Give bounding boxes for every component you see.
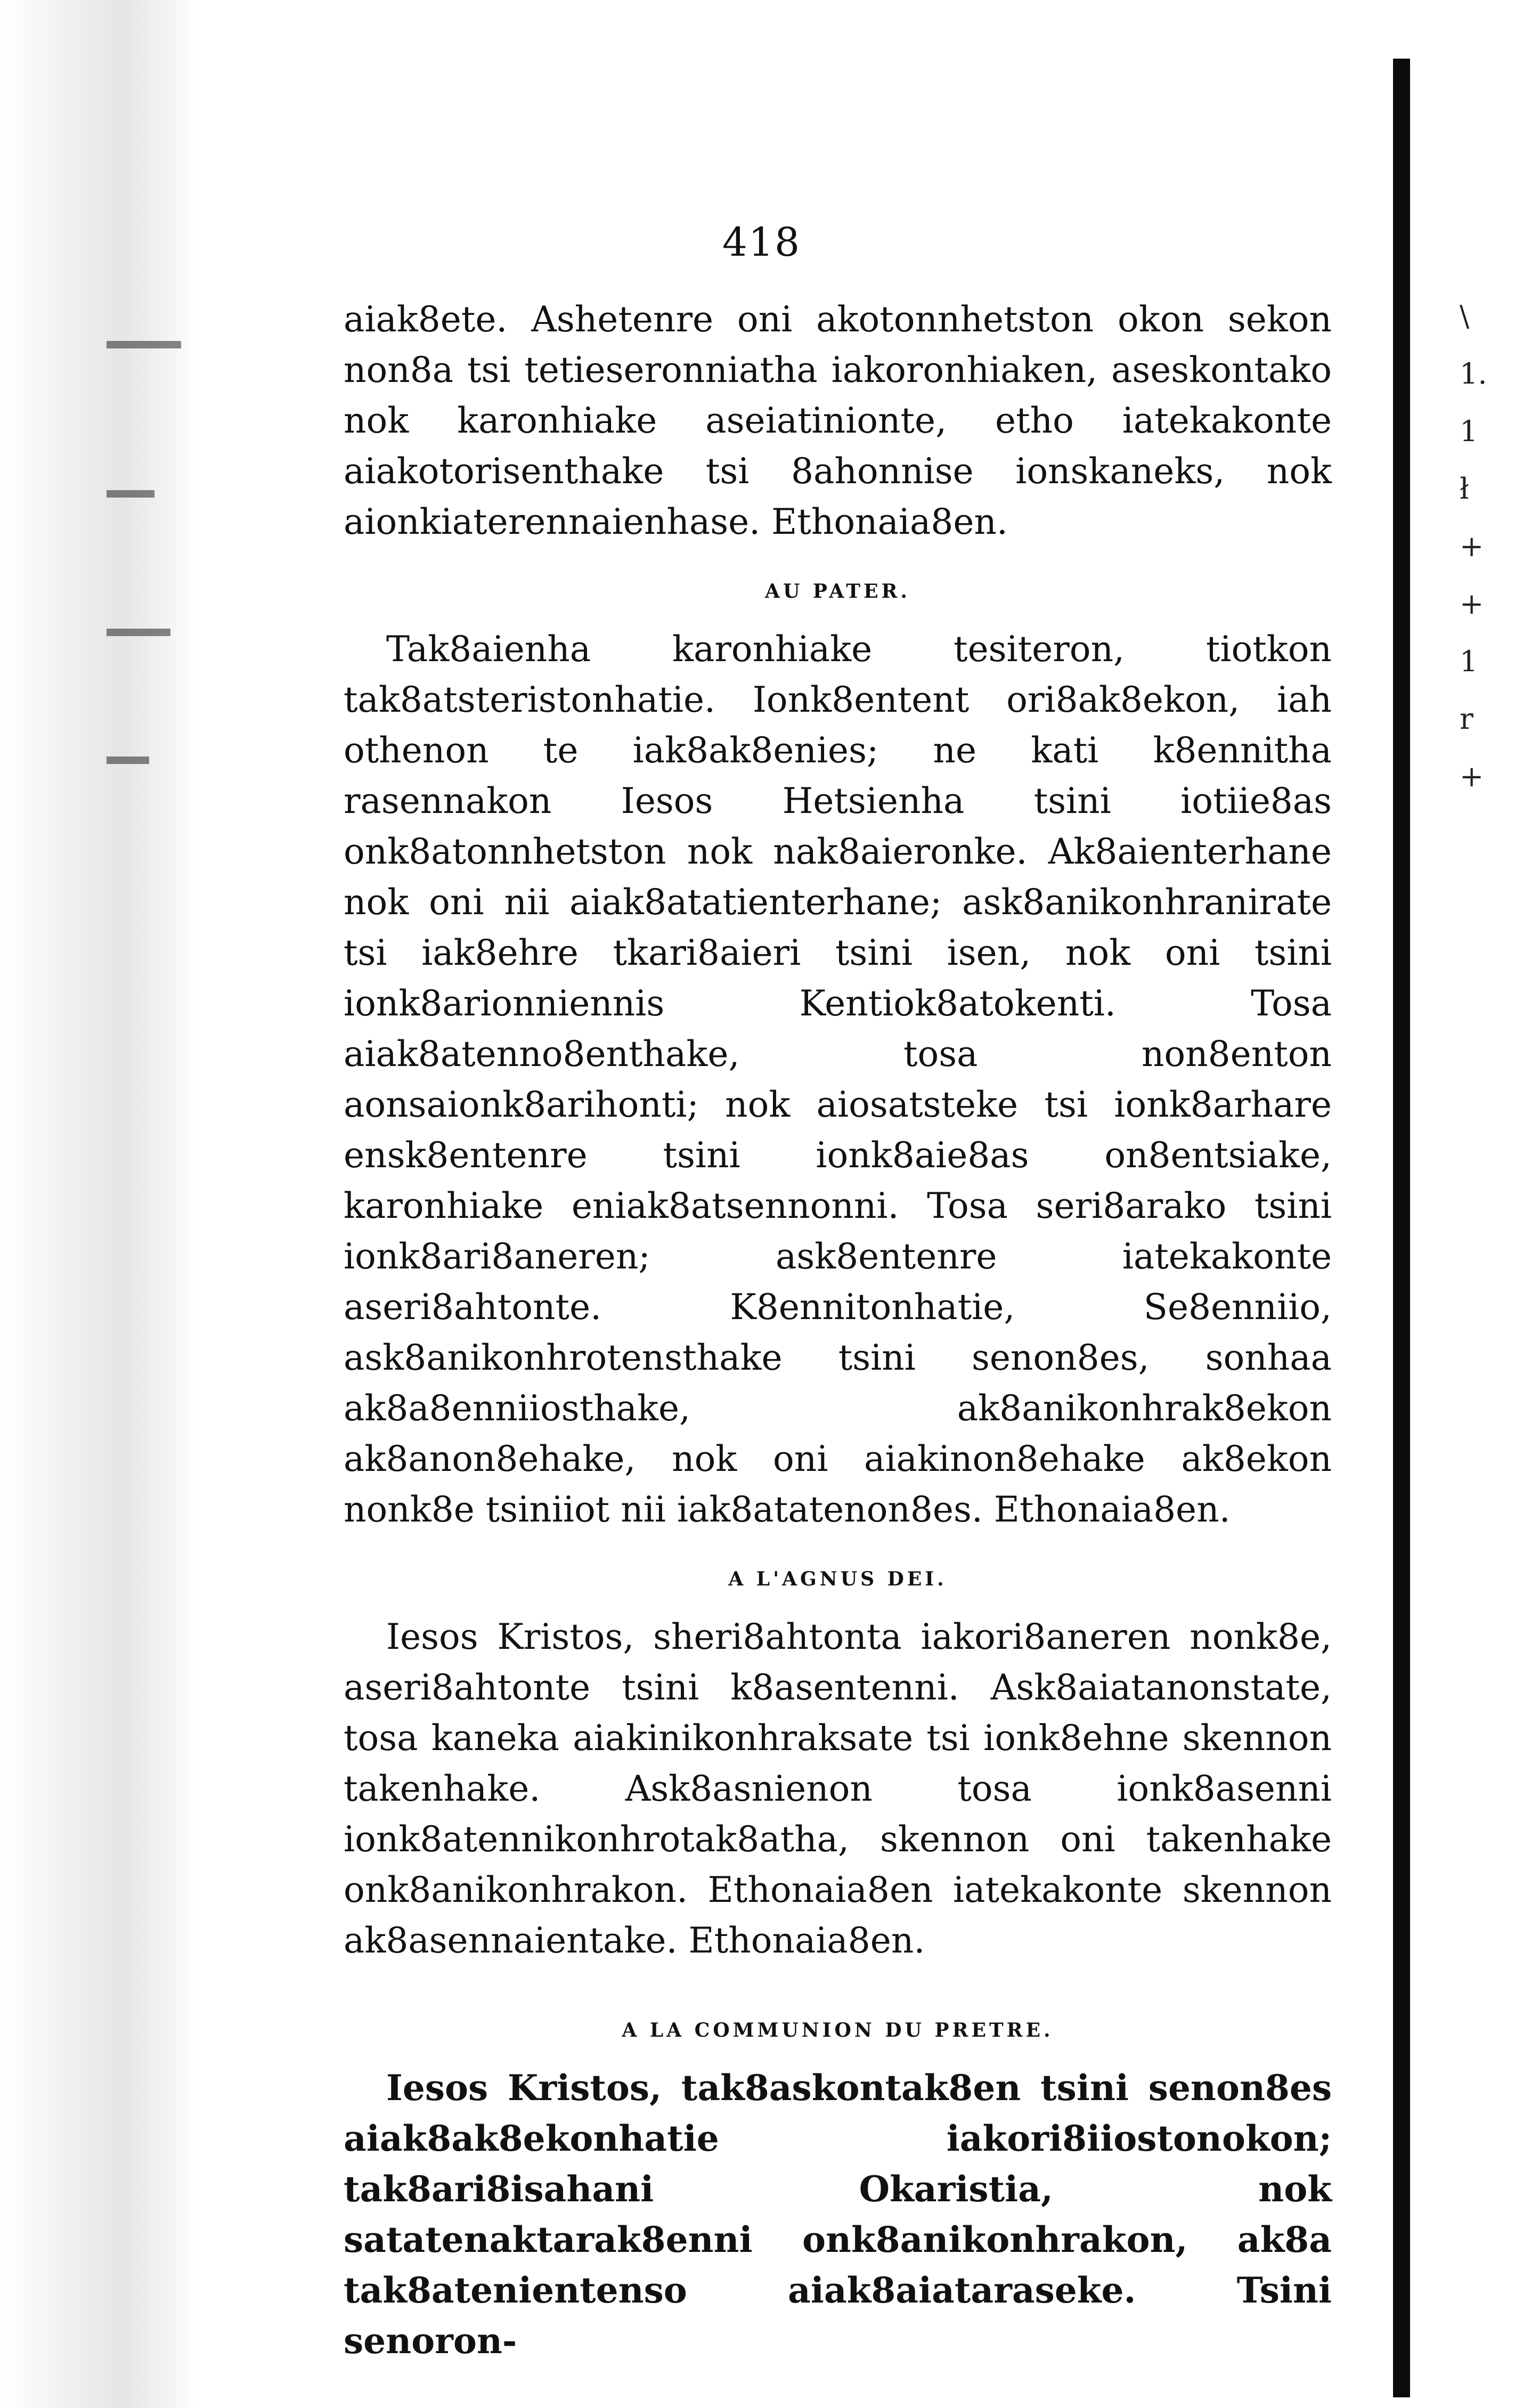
binding-mark	[107, 629, 170, 636]
paragraph-continuation: aiak8ete. Ashetenre oni akotonnhetston okon sekon non8a tsi tetieseronniatha iakoronhiaken, aseskontako nok karonhiake aseiatinionte, etho iatekakonte aiakotorisenthake tsi 8ahonnise ionskaneks, nok aionkiaterennaienhase. Ethonaia8en.	[344, 299, 1332, 542]
binding-shadow	[0, 0, 202, 2408]
paragraph-agnus-dei: Iesos Kristos, sheri8ahtonta iakori8aneren nonk8e, aseri8ahtonte tsini k8asentenni. Ask8aiatanonstate, tosa kaneka aiakinikonhraksate tsi ionk8ehne skennon takenhake. Ask8asnienon tosa ionk8asenni ionk8atennikonhrotak8atha, skennon oni takenhake onk8anikonhrakon. Ethonaia8en iatekakonte skennon ak8asennaientake. Ethonaia8en.	[344, 1616, 1332, 1961]
heading-au-pater: AU PATER.	[765, 580, 910, 603]
binding-mark	[107, 756, 149, 764]
heading-agnus-dei: A L'AGNUS DEI.	[728, 1568, 947, 1590]
binding-mark	[107, 341, 181, 348]
margin-marks: \ 1. 1 ł + + 1 r +	[1460, 299, 1487, 793]
heading-communion-du-pretre: A LA COMMUNION DU PRETRE.	[622, 2019, 1054, 2041]
paragraph-communion: Iesos Kristos, tak8askontak8en tsini senon8es aiak8ak8ekonhatie iakori8iiostonokon; tak8ari8isahani Okaristia, nok satatenaktarak8enni onk8anikonhrakon, ak8a tak8atenientenso aiak8aiataraseke. Tsini senoron-	[344, 2067, 1332, 2362]
page-number: 418	[722, 219, 801, 265]
paragraph-pater: Tak8aienha karonhiake tesiteron, tiotkon tak8atsteristonhatie. Ionk8entent ori8ak8ekon, iah othenon te iak8ak8enies; ne kati k8ennitha rasennakon Iesos Hetsienha tsini iotiie8as onk8atonnhetston nok nak8aieronke. Ak8aienterhane nok oni nii aiak8atatienterhane; ask8anikonhranirate tsi iak8ehre tkari8aieri tsini isen, nok oni tsini ionk8arionniennis Kentiok8atokenti. Tosa aiak8atenno8enthake, tosa non8enton aonsaionk8arihonti; nok aiosatsteke tsi ionk8arhare ensk8entenre tsini ionk8aie8as on8entsiake, karonhiake eniak8atsennonni. Tosa seri8arako tsini ionk8ari8aneren; ask8entenre iatekakonte aseri8ahtonte. K8ennitonhatie, Se8enniio, ask8anikonhrotensthake tsini senon8es, sonhaa ak8a8enniiosthake, ak8anikonhrak8ekon ak8anon8ehake, nok oni aiakinon8ehake ak8ekon nonk8e tsiniiot nii iak8atatenon8es. Ethonaia8en.	[344, 629, 1332, 1530]
text-column	[344, 294, 1332, 2366]
scan-edge-rule	[1393, 59, 1410, 2397]
binding-mark	[107, 490, 154, 498]
